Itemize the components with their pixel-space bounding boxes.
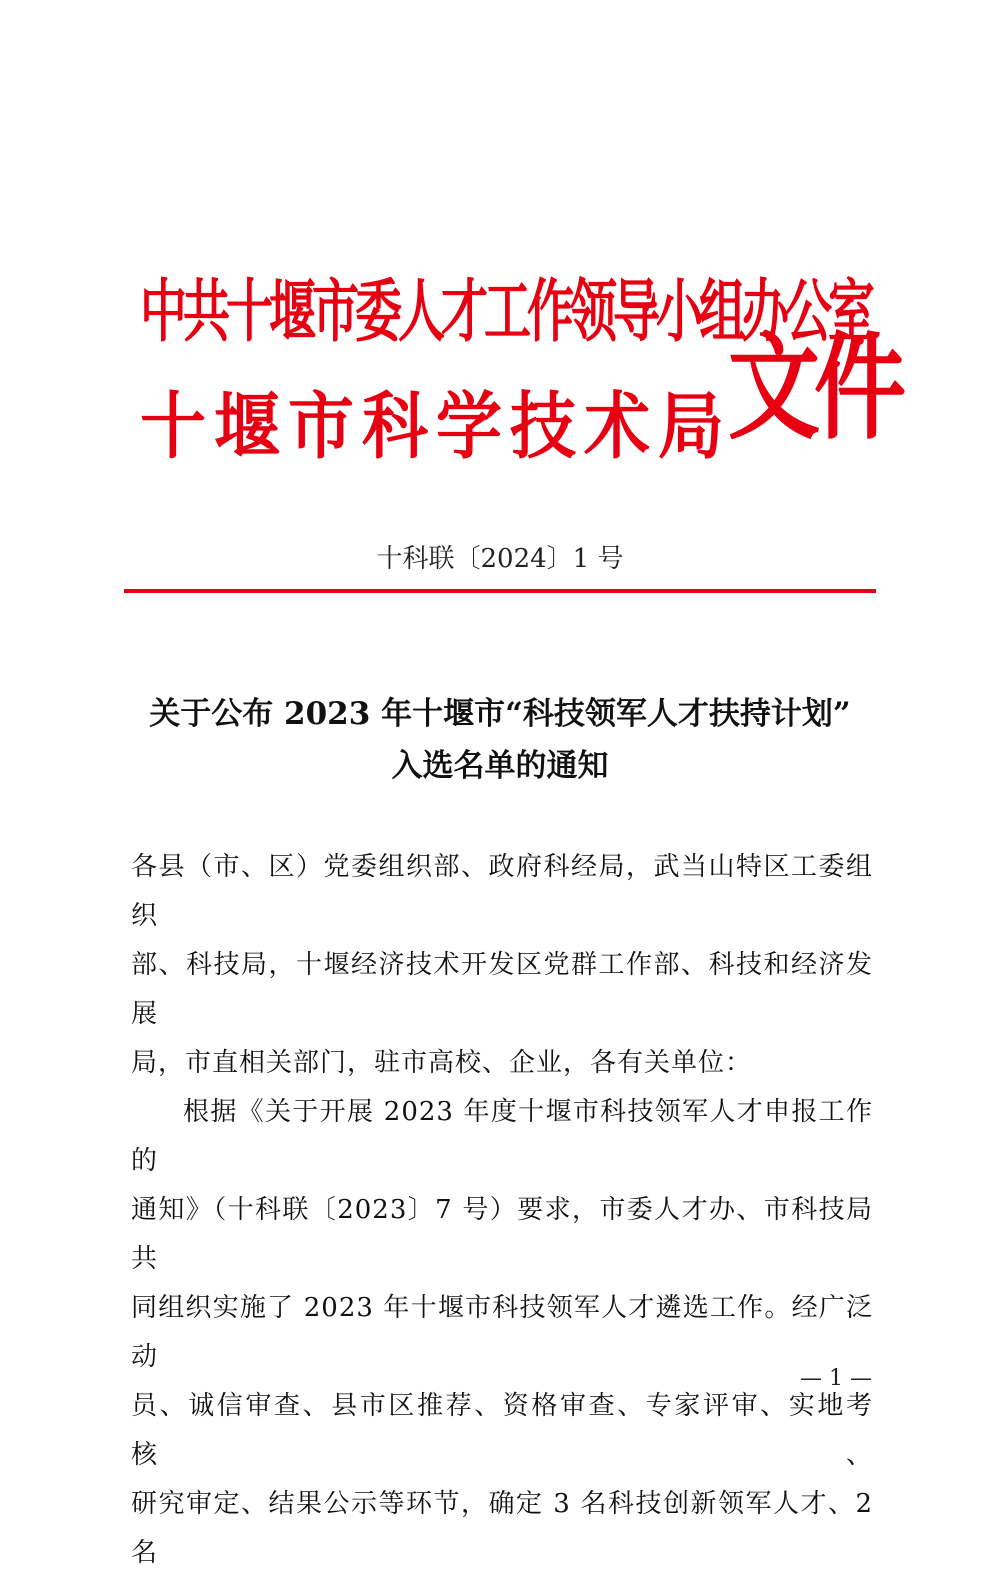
salutation-line: 局，市直相关部门，驻市高校、企业，各有关单位：	[131, 1048, 753, 1078]
paragraph-line: 根据《关于开展 2023 年度十堰市科技领军人才申报工作的	[131, 1097, 873, 1176]
document-number: 十科联〔2024〕1 号	[376, 544, 624, 574]
header-divider	[124, 589, 876, 593]
paragraph-line: 同组织实施了 2023 年十堰市科技领军人才遴选工作。经广泛动	[131, 1293, 873, 1372]
issuer-name-line-1: 中共十堰市委人才工作领导小组办公室	[140, 272, 871, 353]
issuer-name-line-2: 十堰市科学技术局	[140, 384, 732, 470]
salutation-line: 各县（市、区）党委组织部、政府科经局，武当山特区工委组织	[131, 852, 873, 931]
paragraph-line: 研究审定、结果公示等环节，确定 3 名科技创新领军人才、2 名	[131, 1489, 873, 1568]
paragraph-line: 通知》（十科联〔2023〕7 号）要求，市委人才办、市科技局共	[131, 1195, 873, 1274]
document-title	[0, 688, 1000, 792]
document-header	[140, 258, 901, 470]
document-body	[131, 843, 873, 1578]
title-line-1: 关于公布 2023 年十堰市“科技领军人才扶持计划”	[149, 696, 851, 732]
title-line-2: 入选名单的通知	[391, 748, 609, 784]
paragraph-line: 员、诚信审查、县市区推荐、资格审查、专家评审、实地考核、	[131, 1391, 873, 1470]
document-type-label: 文件	[728, 321, 901, 455]
page-number: — 1 —	[800, 1366, 872, 1391]
salutation-line: 部、科技局，十堰经济技术开发区党群工作部、科技和经济发展	[131, 950, 873, 1029]
